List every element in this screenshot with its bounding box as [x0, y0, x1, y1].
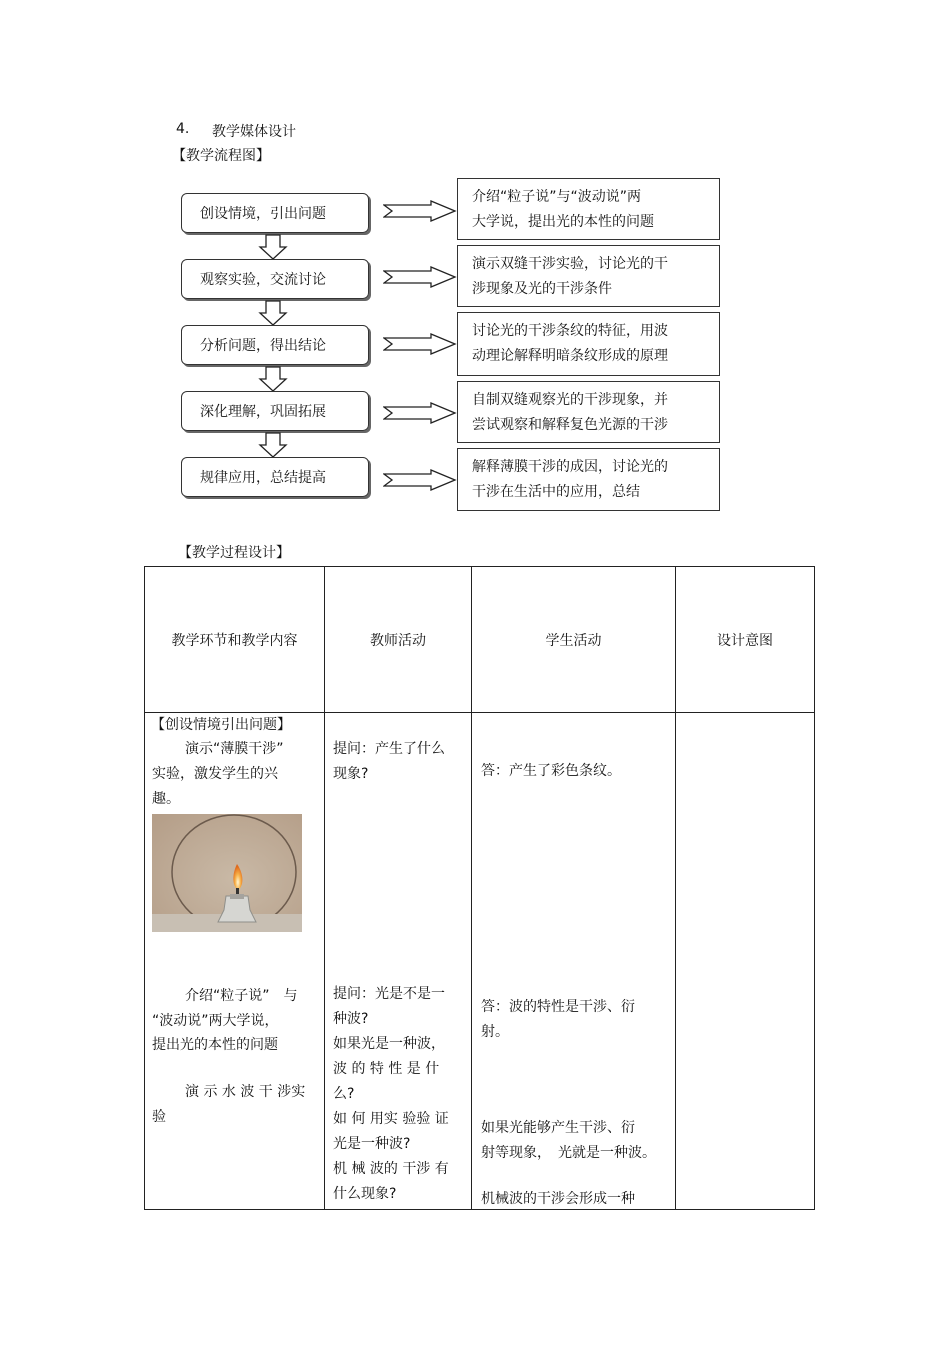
cell-line: 种波? [333, 1011, 369, 1027]
cell-line: 现象? [333, 766, 369, 782]
flow-desc-line: 涉现象及光的干涉条件 [472, 281, 612, 297]
right-arrow-icon [383, 266, 457, 288]
section-number: 4. [176, 121, 190, 137]
down-arrow-icon [258, 300, 288, 326]
table-header-cell: 教学环节和教学内容 [145, 567, 325, 713]
cell-line: 么? [333, 1086, 355, 1102]
flow-step-box: 分析问题，得出结论 [181, 325, 369, 365]
table-header-cell: 教师活动 [325, 567, 472, 713]
cell-line: 如果光是一种波， [333, 1036, 445, 1052]
process-title: 【教学过程设计】 [178, 545, 290, 561]
flow-desc-line: 动理论解释明暗条纹形成的原理 [472, 348, 668, 364]
flow-desc-box [457, 178, 720, 240]
table-row [145, 713, 815, 1210]
cell-line: 介绍“粒子说” 与 [185, 988, 298, 1004]
cell-line: 射等现象， 光就是一种波。 [481, 1145, 656, 1161]
cell-line: 如果光能够产生干涉、衍 [481, 1120, 635, 1136]
cell-line: 波 的 特 性 是 什 [333, 1061, 440, 1077]
right-arrow-icon [383, 402, 457, 424]
flow-desc-line: 大学说，提出光的本性的问题 [472, 214, 654, 230]
cell-line: 提问：光是不是一 [333, 986, 445, 1002]
cell-line: 光是一种波? [333, 1136, 411, 1152]
flow-desc-line: 干涉在生活中的应用，总结 [472, 484, 640, 500]
cell-line: 实验，激发学生的兴 [152, 766, 278, 782]
cell-line: 提出光的本性的问题 [152, 1037, 278, 1053]
table-header-cell: 设计意图 [676, 567, 815, 713]
cell-line: 演示“薄膜干涉” [185, 741, 284, 757]
table-cell-student [472, 713, 676, 1210]
cell-line: 射。 [481, 1024, 509, 1040]
cell-heading: 【创设情境引出问题】 [151, 717, 291, 733]
section-title: 教学媒体设计 [212, 124, 296, 140]
table-cell-intent [676, 713, 815, 1210]
table-header-row [145, 567, 815, 713]
candle-photo [152, 814, 302, 932]
flow-step-box: 创设情境，引出问题 [181, 193, 369, 233]
cell-line: 提问：产生了什么 [333, 741, 445, 757]
flow-desc-line: 介绍“粒子说”与“波动说”两 [472, 189, 642, 205]
flow-desc-box [457, 312, 720, 376]
right-arrow-icon [383, 333, 457, 355]
flow-desc-box [457, 381, 720, 443]
cell-line: 如 何 用实 验验 证 [333, 1111, 449, 1127]
table-header-cell: 学生活动 [472, 567, 676, 713]
table-cell-teacher [325, 713, 472, 1210]
cell-line: 答：产生了彩色条纹。 [481, 763, 621, 779]
cell-line: 机 械 波的 干涉 有 [333, 1161, 449, 1177]
flow-desc-line: 演示双缝干涉实验，讨论光的干 [472, 256, 668, 272]
table-cell-content [145, 713, 325, 1210]
flow-step-box: 规律应用，总结提高 [181, 457, 369, 497]
cell-line: 答：波的特性是干涉、衍 [481, 999, 635, 1015]
flow-desc-line: 自制双缝观察光的干涉现象，并 [472, 392, 668, 408]
flow-desc-line: 解释薄膜干涉的成因，讨论光的 [472, 459, 668, 475]
cell-line: 什么现象? [333, 1186, 397, 1202]
right-arrow-icon [383, 469, 457, 491]
flow-desc-line: 讨论光的干涉条纹的特征，用波 [472, 323, 668, 339]
flow-step-box: 观察实验，交流讨论 [181, 259, 369, 299]
flow-desc-line: 尝试观察和解释复色光源的干涉 [472, 417, 668, 433]
flow-step-box: 深化理解，巩固拓展 [181, 391, 369, 431]
cell-line: 演 示 水 波 干 涉实 [185, 1084, 306, 1100]
process-table [144, 566, 815, 1210]
down-arrow-icon [258, 234, 288, 260]
down-arrow-icon [258, 366, 288, 392]
cell-line: 趣。 [152, 791, 180, 807]
flow-desc-box [457, 448, 720, 511]
flowchart-title: 【教学流程图】 [172, 148, 270, 164]
flow-desc-box [457, 245, 720, 307]
right-arrow-icon [383, 200, 457, 222]
cell-line: 验 [152, 1109, 166, 1125]
down-arrow-icon [258, 432, 288, 458]
cell-line: 机械波的干涉会形成一种 [481, 1191, 635, 1207]
cell-line: “波动说”两大学说， [152, 1013, 279, 1029]
